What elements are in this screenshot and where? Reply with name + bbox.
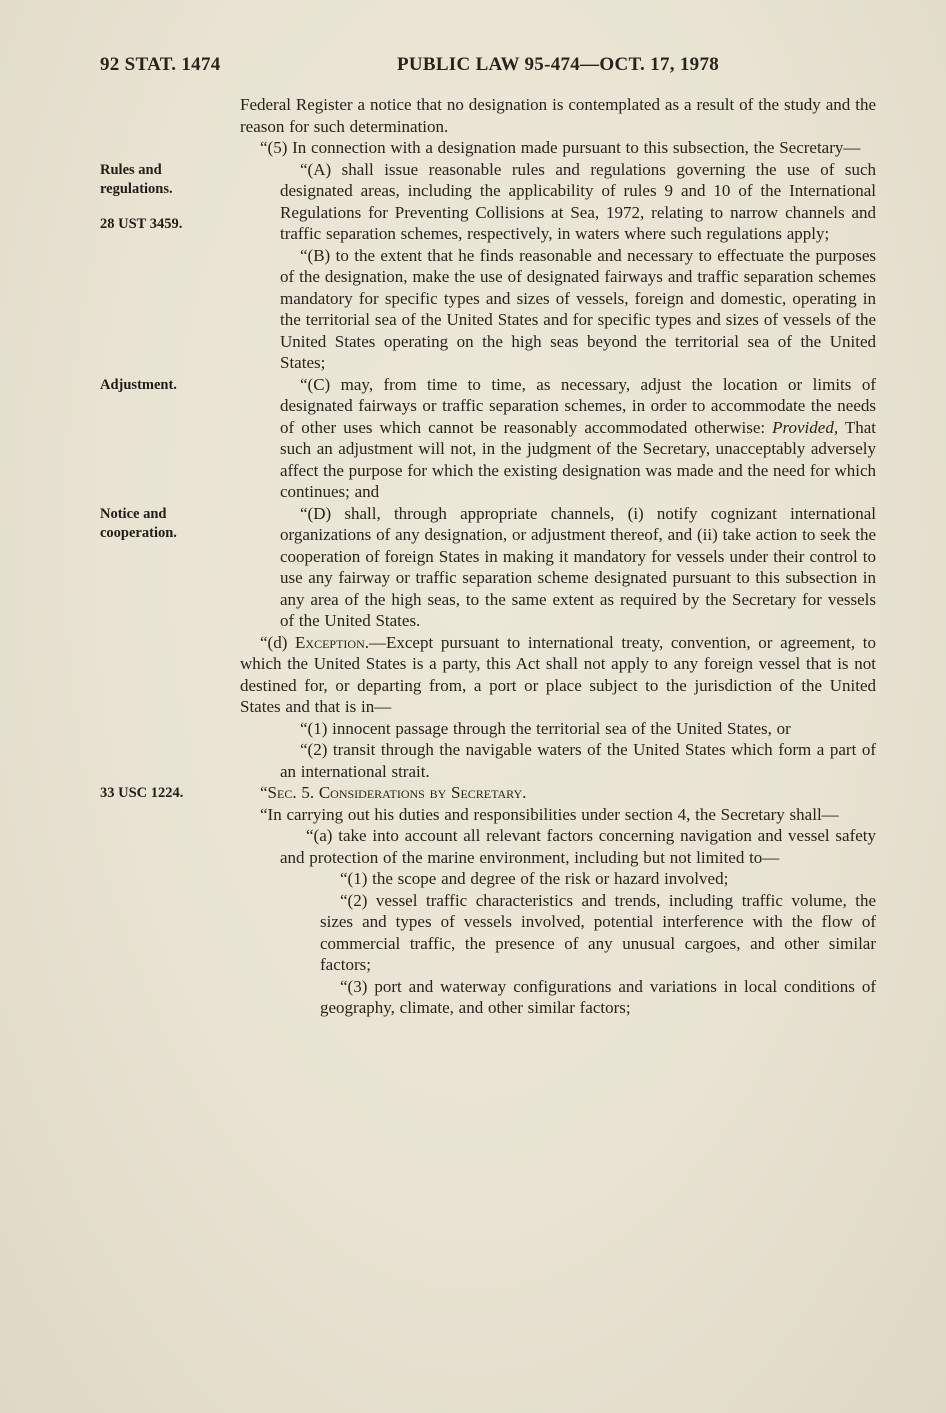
paragraph-5D: “(D) shall, through appropriate channels, (i) notify cognizant international organizations of any designation, or adjustment thereof, and (ii) take action to seek the cooperation of foreign States in making it mandatory for vessels under their control to use any fairway or traffic separation scheme designated pursuant to this subsection in any area of the high seas, to the same extent as required by the Secretary for vessels of the United States. (280, 503, 876, 630)
margin-notes-column (100, 890, 240, 892)
paragraph-a: “(a) take into account all relevant factors concerning navigation and vessel safety and protection of the marine environment, including but not limited to— (280, 826, 876, 867)
paragraph-d-exception (240, 632, 876, 718)
margin-notes-column (100, 976, 240, 978)
paragraph-5C-lead: “(C) may, from time to time, as necessary, adjust the location or limits of designated fairways or traffic separation schemes, in order to accommodate the needs of other uses which cannot be reasonably accommodated otherwise: (280, 374, 876, 437)
paragraph-row (100, 159, 876, 245)
margin-note-rules-regulations: Rules and regulations. (100, 161, 173, 197)
paragraph-5C (240, 374, 876, 503)
paragraph-row (100, 739, 876, 782)
paragraph-a2: “(2) vessel traffic characteristics and trends, including traffic volume, the sizes and types of vessels involved, potential interference with the flow of commercial traffic, the presence of any unusual cargoes, and other similar factors; (320, 890, 876, 974)
margin-notes-column (100, 159, 240, 234)
margin-notes-column (100, 782, 240, 803)
margin-notes-column (100, 632, 240, 634)
paragraph-row (100, 782, 876, 804)
margin-notes-column (100, 868, 240, 870)
paragraph-continuation: Federal Register a notice that no designation is contemplated as a result of the study and the reason for such determination. (240, 95, 876, 136)
exception-smallcaps: Exception. (295, 632, 369, 652)
paragraph-a3: “(3) port and waterway configurations and variations in local conditions of geography, climate, and other similar factors; (320, 976, 876, 1017)
paragraph-row (100, 718, 876, 740)
margin-notes-column (100, 374, 240, 395)
paragraph-row (100, 503, 876, 632)
margin-notes-column (100, 718, 240, 720)
page-body (100, 94, 876, 1019)
margin-notes-column (100, 739, 240, 741)
margin-note-33-usc-1224: 33 USC 1224. (100, 785, 184, 801)
paragraph-row (100, 868, 876, 890)
paragraph-d-rest: —Except pursuant to international treaty, convention, or agreement, to which the United States is a party, this Act shall not apply to any foreign vessel that is not destined for, or departing from, a port or place subject to the jurisdiction of the United States and that is in— (240, 632, 877, 716)
margin-note-28-ust-3459: 28 UST 3459. (100, 215, 183, 232)
margin-notes-column (100, 137, 240, 139)
page-header (100, 54, 876, 76)
paragraph-5: “(5) In connection with a designation made pursuant to this subsection, the Secretary— (260, 138, 861, 157)
paragraph-row (100, 245, 876, 374)
paragraph-row (100, 374, 876, 503)
margin-notes-column (100, 503, 240, 543)
law-title: PUBLIC LAW 95-474—OCT. 17, 1978 (396, 54, 720, 75)
margin-notes-column (100, 94, 240, 96)
paragraph-row (100, 976, 876, 1019)
paragraph-row (100, 94, 876, 137)
paragraph-5C-rest: That such an adjustment will not, in the judgment of the Secretary, unacceptably adversely affect the purpose for which the existing designation was made and the need for which continues; and (280, 417, 876, 501)
margin-notes-column (100, 825, 240, 827)
paragraph-a1: “(1) the scope and degree of the risk or hazard involved; (340, 869, 729, 888)
paragraph-row (100, 890, 876, 976)
stat-number: 92 STAT. 1474 (100, 54, 221, 75)
paragraph-5A: “(A) shall issue reasonable rules and regulations governing the use of such designated areas, including the applicability of rules 9 and 10 of the International Regulations for Preventing Collisions at Sea, 1972, relating to narrow channels and traffic separation schemes, respectively, in waters where such regulations apply; (280, 159, 876, 243)
paragraph-d2: “(2) transit through the navigable waters of the United States which form a part of an international strait. (280, 740, 876, 781)
provided-italic: Provided, (772, 417, 839, 437)
paragraph-row (100, 137, 876, 159)
paragraph-row (100, 804, 876, 826)
paragraph-row (100, 825, 876, 868)
paragraph-row (100, 632, 876, 718)
margin-note-notice-cooperation: Notice and cooperation. (100, 505, 177, 541)
margin-note-adjustment: Adjustment. (100, 376, 177, 393)
margin-notes-column (100, 245, 240, 247)
paragraph-5B: “(B) to the extent that he finds reasonable and necessary to effectuate the purposes of the designation, make the use of designated fairways and traffic separation schemes mandatory for specific types and sizes of vessels, foreign and domestic, operating in the territorial sea of the United States and for specific types and sizes of vessels of the United States operating on the high seas beyond the territorial sea of the United States; (280, 245, 876, 372)
section-5-heading: “Sec. 5. Considerations by Secretary. (260, 783, 527, 802)
paragraph-d1: “(1) innocent passage through the territorial sea of the United States, or (300, 718, 791, 738)
paragraph-d-lead: “(d) (260, 632, 296, 652)
margin-notes-column (100, 804, 240, 806)
paragraph-carrying-out: “In carrying out his duties and responsibilities under section 4, the Secretary shall— (260, 804, 839, 824)
